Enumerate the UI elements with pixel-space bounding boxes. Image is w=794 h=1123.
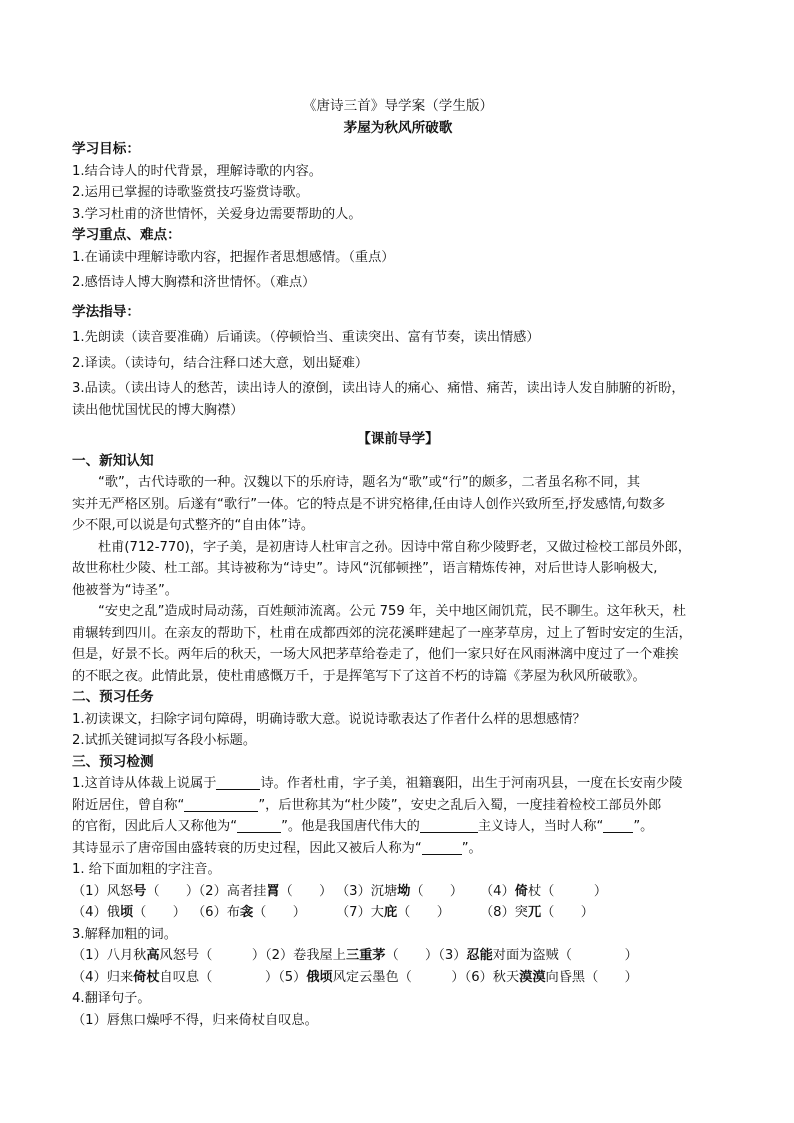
fill-text: 的官衔，因此后人又称他为“ bbox=[72, 819, 238, 834]
goal-item: 1.结合诗人的时代背景，理解诗歌的内容。 bbox=[72, 163, 322, 179]
paragraph-line: “安史之乱”造成时局动荡，百姓颠沛流离。公元 759 年，关中地区闹饥荒，民不聊生。这年秋天，杜 bbox=[98, 604, 686, 619]
explain-item: （6）秋天漠漠向昏黑（ ） bbox=[464, 969, 638, 985]
pinyin-row bbox=[72, 881, 724, 903]
preclass-banner: 【课前导学】 bbox=[357, 431, 439, 447]
answer-blank[interactable] bbox=[420, 817, 478, 833]
task-item: 2.试抓关键词拟写各段小标题。 bbox=[72, 733, 257, 748]
answer-blank[interactable] bbox=[184, 796, 258, 812]
paragraph-line: 故世称杜少陵、杜工部。其诗被称为“诗史”。诗风“沉郁顿挫”，语言精炼传神，对后世诗人影响极大, bbox=[72, 561, 658, 576]
explain-row bbox=[72, 945, 724, 967]
section3-heading: 三、预习检测 bbox=[72, 753, 154, 770]
fill-text: 诗。作者杜甫，字子美，祖籍襄阳，出生于河南巩县，一度在长安南少陵 bbox=[260, 776, 683, 791]
document-title: 《唐诗三首》导学案（学生版） bbox=[302, 98, 494, 114]
pinyin-item: （4）倚杖（ ） bbox=[480, 883, 608, 899]
paragraph-line: 的不眠之夜。此情此景，使杜甫感慨万千，于是挥笔写下了这首不朽的诗篇《茅屋为秋风所破歌》。 bbox=[72, 668, 646, 684]
worksheet-page bbox=[72, 96, 724, 1031]
paragraph-line: “歌”，古代诗歌的一种。汉魏以下的乐府诗，题名为“歌”或“行”的颇多，二者虽名称不同，其 bbox=[98, 475, 641, 490]
pinyin-item: （6）布衾（ ） bbox=[192, 905, 306, 920]
translate-item: （1）唇焦口燥呼不得，归来倚杖自叹息。 bbox=[72, 1012, 318, 1028]
paragraph-line: 但是，好景不长。两年后的秋天，一场大风把茅草给卷走了，他们一家只好在风雨淋漓中度过了一个难挨 bbox=[72, 647, 679, 662]
explain-row bbox=[72, 967, 724, 989]
answer-blank[interactable] bbox=[216, 774, 260, 790]
pinyin-item: （2）高者挂罥（ ） bbox=[192, 883, 333, 899]
fill-text: ”。他是我国唐代伟大的 bbox=[281, 819, 420, 834]
fill-blank-line bbox=[72, 773, 724, 795]
fill-text: ”，后世称其为“杜少陵”，安史之乱后入蜀，一度挂着检校工部员外郎 bbox=[258, 797, 662, 813]
fill-blank-line bbox=[72, 838, 724, 860]
method-item: 3.品读。（读出诗人的愁苦，读出诗人的潦倒，读出诗人的痛心、痛惜、痛苦，读出诗人发自肺腑的祈盼， bbox=[72, 381, 685, 396]
explain-item: （3）忍能对面为盗贼（ ） bbox=[438, 948, 638, 963]
keypoint-item: 2.感悟诗人博大胸襟和济世情怀。（难点） bbox=[72, 275, 316, 290]
poem-title: 茅屋为秋风所破歌 bbox=[343, 119, 453, 136]
section2-heading: 二、预习任务 bbox=[72, 689, 154, 705]
translate-heading: 4.翻译句子。 bbox=[72, 991, 151, 1006]
fill-blank-line bbox=[72, 816, 724, 838]
method-item: 1.先朗读（读音要准确）后诵读。（停顿恰当、重读突出、富有节奏，读出情感） bbox=[72, 330, 540, 345]
pinyin-heading: 1. 给下面加粗的字注音。 bbox=[72, 862, 221, 877]
answer-blank[interactable] bbox=[422, 839, 462, 855]
paragraph-line: 杜甫(712-770)，字子美，是初唐诗人杜审言之孙。因诗中常自称少陵野老，又做过检校工部员外郎， bbox=[98, 539, 691, 555]
answer-blank[interactable] bbox=[237, 817, 281, 833]
section1-heading: 一、新知认知 bbox=[72, 452, 154, 469]
keypoints-heading: 学习重点、难点： bbox=[72, 227, 181, 243]
fill-blank-line bbox=[72, 795, 724, 817]
paragraph-line: 少不限,可以说是句式整齐的“自由体”诗。 bbox=[72, 518, 315, 533]
method-item: 2.译读。（读诗句，结合注释口述大意，划出疑难） bbox=[72, 355, 369, 371]
pinyin-item: （4）俄顷（ ） bbox=[72, 905, 186, 920]
task-item: 1.初读课文，扫除字词句障碍，明确诗歌大意。说说诗歌表达了作者什么样的思想感情？ bbox=[72, 711, 586, 727]
pinyin-item: （7）大庇（ ） bbox=[336, 905, 450, 920]
answer-blank[interactable] bbox=[603, 817, 633, 833]
fill-text: 附近居住，曾自称“ bbox=[72, 797, 185, 813]
fill-text: 1.这首诗从体裁上说属于 bbox=[72, 776, 217, 791]
explain-item: （2）卷我屋上三重茅（ ） bbox=[265, 948, 439, 963]
paragraph-line: 实并无严格区别。后遂有“歌行”一体。它的特点是不讲究格律,任由诗人创作兴致所至,抒发感情,句数多 bbox=[72, 496, 666, 512]
explain-heading: 3.解释加粗的词。 bbox=[72, 926, 177, 942]
pinyin-item: （1）风怒号（ ） bbox=[72, 883, 200, 899]
fill-text: 其诗显示了唐帝国由盛转衰的历史过程，因此又被后人称为“ bbox=[72, 840, 422, 856]
fill-text: ”。 bbox=[633, 819, 654, 834]
fill-text: 主义诗人，当时人称“ bbox=[477, 819, 604, 834]
explain-item: （5）俄顷风定云墨色（ ） bbox=[278, 969, 465, 985]
pinyin-row bbox=[72, 902, 724, 924]
keypoint-item: 1.在诵读中理解诗歌内容，把握作者思想感情。（重点） bbox=[72, 249, 395, 265]
goals-heading: 学习目标： bbox=[72, 141, 140, 157]
methods-heading: 学法指导： bbox=[72, 303, 140, 320]
paragraph-line: 甫辗转到四川。在亲友的帮助下，杜甫在成都西郊的浣花溪畔建起了一座茅草房，过上了暂时安定的生活， bbox=[72, 625, 692, 641]
pinyin-item: （8）突兀（ ） bbox=[480, 905, 594, 920]
pinyin-item: （3）沉塘坳（ ） bbox=[336, 883, 464, 899]
method-item-continued: 读出他忧国忧民的博大胸襟） bbox=[72, 402, 244, 418]
fill-text: ”。 bbox=[461, 840, 482, 856]
explain-item: （1）八月秋高风怒号（ ） bbox=[72, 948, 266, 963]
explain-item: （4）归来倚杖自叹息（ ） bbox=[72, 969, 279, 985]
goal-item: 3.学习杜甫的济世情怀，关爱身边需要帮助的人。 bbox=[72, 206, 362, 222]
goal-item: 2.运用已掌握的诗歌鉴赏技巧鉴赏诗歌。 bbox=[72, 185, 309, 200]
paragraph-line: 他被誉为“诗圣”。 bbox=[72, 582, 178, 598]
